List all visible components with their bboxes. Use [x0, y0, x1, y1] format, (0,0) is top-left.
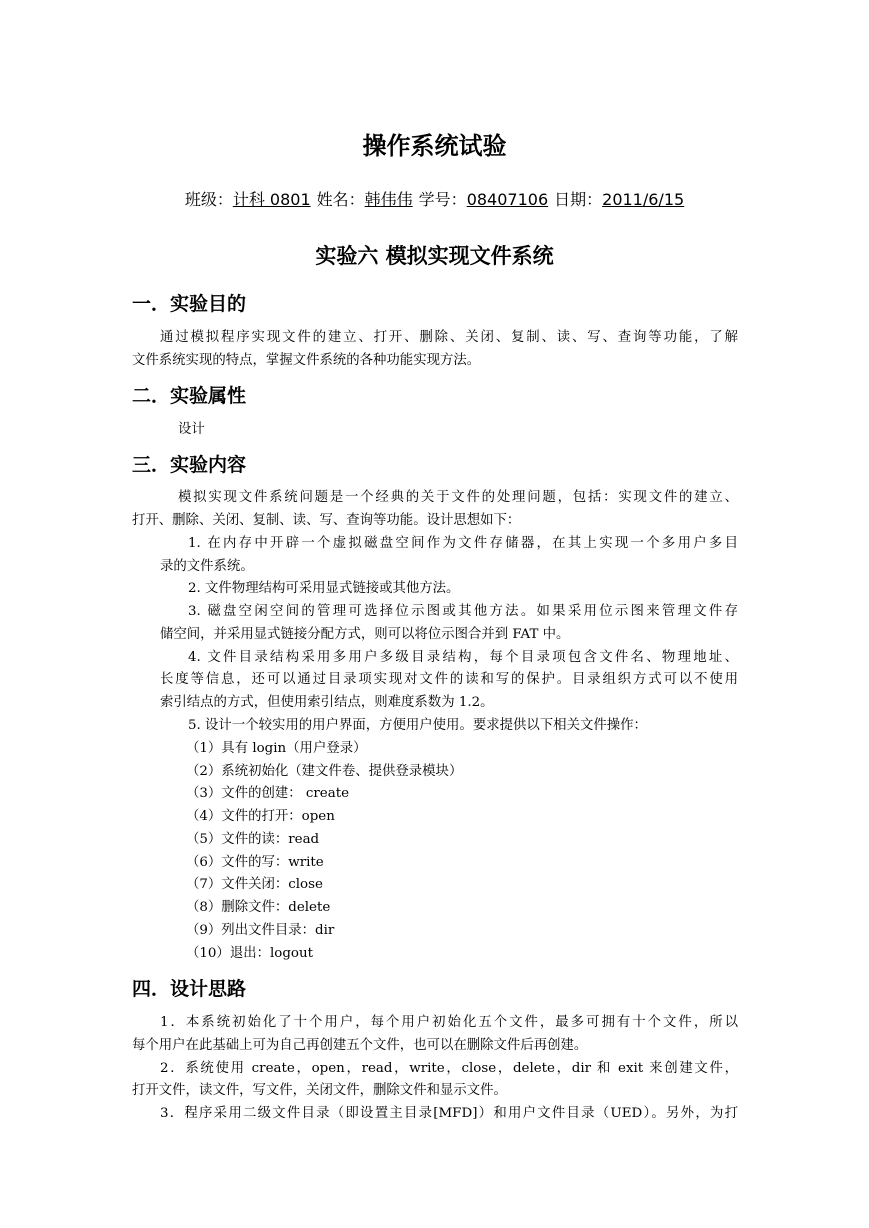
operation-item-6: （6）文件的写：write — [186, 855, 324, 870]
design-line-2: 每个用户在此基础上可为自己再创建五个文件，也可以在删除文件后再创建。 — [132, 1038, 588, 1053]
operation-item-7: （7）文件关闭：close — [186, 877, 323, 892]
section-heading-content: 三．实验内容 — [132, 454, 247, 476]
design-line-5: 3．程序采用二级文件目录（即设置主目录[MFD]）和用户文件目录（UED）。另外，为打 — [160, 1106, 738, 1121]
student-info-line — [0, 188, 869, 212]
content-line-8: 4. 文件目录结构采用多用户多级目录结构，每个目录项包含文件名、物理地址、 — [188, 650, 738, 665]
id-value: 08407106 — [466, 190, 549, 209]
content-line-4: 录的文件系统。 — [160, 559, 254, 574]
operation-item-2: （2）系统初始化（建文件卷、提供登录模块） — [186, 764, 463, 779]
operation-item-5: （5）文件的读：read — [186, 832, 320, 847]
operation-item-1: （1）具有 login（用户登录） — [186, 741, 367, 756]
experiment-title: 实验六 模拟实现文件系统 — [315, 244, 554, 268]
content-line-10: 索引结点的方式，但使用索引结点，则难度系数为 1.2。 — [160, 695, 494, 710]
class-value: 计科 0801 — [232, 190, 311, 209]
content-line-6: 3. 磁盘空闲空间的管理可选择位示图或其他方法。如果采用位示图来管理文件存 — [188, 604, 738, 619]
date-value: 2011/6/15 — [602, 190, 685, 209]
purpose-line-2: 文件系统实现的特点，掌握文件系统的各种功能实现方法。 — [132, 353, 481, 368]
operation-item-10: （10）退出：logout — [186, 946, 313, 961]
class-label: 班级： — [184, 190, 233, 209]
design-line-1: 1．本系统初始化了十个用户，每个用户初始化五个文件，最多可拥有十个文件，所以 — [160, 1015, 738, 1030]
content-line-5: 2. 文件物理结构可采用显式链接或其他方法。 — [188, 581, 460, 596]
design-line-3: 2．系统使用 create，open，read，write，close，delete，dir 和 exit 来创建文件， — [160, 1061, 738, 1076]
design-line-4: 打开文件，读文件，写文件，关闭文件，删除文件和显示文件。 — [132, 1083, 507, 1098]
content-line-3: 1. 在内存中开辟一个虚拟磁盘空间作为文件存储器，在其上实现一个多用户多目 — [188, 536, 738, 551]
name-value: 韩伟伟 — [364, 190, 413, 209]
operation-item-3: （3）文件的创建： create — [186, 786, 350, 801]
attribute-line-1: 设计 — [178, 422, 205, 437]
name-label: 姓名： — [316, 190, 365, 209]
section-heading-attribute: 二．实验属性 — [132, 385, 247, 407]
content-line-11: 5. 设计一个较实用的用户界面，方便用户使用。要求提供以下相关文件操作： — [188, 718, 647, 733]
content-line-9: 长度等信息，还可以通过目录项实现对文件的读和写的保护。目录组织方式可以不使用 — [160, 672, 738, 687]
id-label: 学号： — [418, 190, 467, 209]
operation-item-8: （8）删除文件：delete — [186, 900, 331, 915]
document-title: 操作系统试验 — [362, 132, 507, 160]
content-line-1: 模拟实现文件系统问题是一个经典的关于文件的处理问题，包括：实现文件的建立、 — [178, 490, 738, 505]
section-heading-design: 四．设计思路 — [132, 978, 247, 1000]
content-line-7: 储空间，并采用显式链接分配方式，则可以将位示图合并到 FAT 中。 — [160, 627, 570, 642]
section-heading-purpose: 一．实验目的 — [132, 293, 247, 315]
operation-item-9: （9）列出文件目录：dir — [186, 923, 335, 938]
date-label: 日期： — [554, 190, 603, 209]
content-line-2: 打开、删除、关闭、复制、读、写、查询等功能。设计思想如下： — [132, 513, 521, 528]
operation-item-4: （4）文件的打开：open — [186, 809, 335, 824]
purpose-line-1: 通过模拟程序实现文件的建立、打开、删除、关闭、复制、读、写、查询等功能，了解 — [160, 330, 738, 345]
